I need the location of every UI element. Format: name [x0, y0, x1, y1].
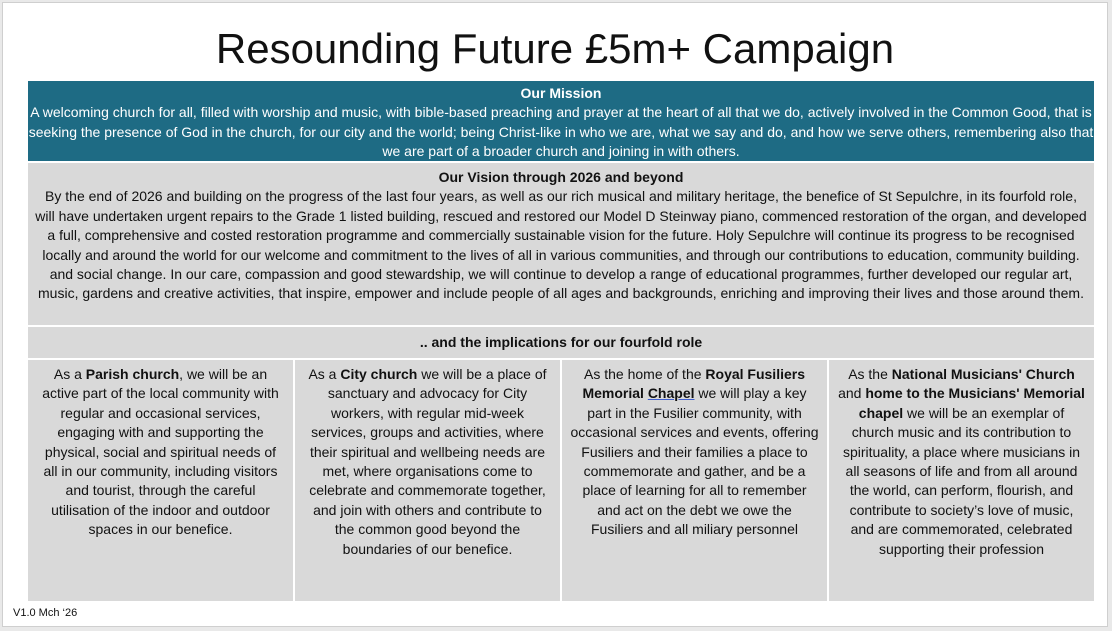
musicians-text-pre: As the [848, 366, 892, 382]
vision-heading: Our Vision through 2026 and beyond [438, 169, 684, 185]
city-church-label: City church [340, 366, 418, 382]
page-title: Resounding Future £5m+ Campaign [215, 25, 895, 72]
parish-church-column [28, 360, 293, 601]
implications-heading: .. and the implications for our fourfold role [28, 327, 1094, 358]
musicians-church-label: National Musicians' Church [891, 366, 1075, 382]
parish-text-post: , we will be an active part of the local community with regular and occasional services, engaging with and supporting the physical, social and spiritual needs of all in our community, including visitors and tourist, through the careful utilisation of the indoor and outdoor spaces in our benefice. [42, 366, 279, 538]
city-church-column [295, 360, 560, 601]
city-text-pre: As a [308, 366, 341, 382]
mission-panel [28, 81, 1094, 161]
vision-text: By the end of 2026 and building on the progress of the last four years, as well as our rich musical and military heritage, the benefice of St Sepulchre, in its fourfold role, will have undertaken urgent repairs to the Grade 1 listed building, rescued and restored our Model D Steinway piano, commenced restoration of the organ, and developed a full, comprehensive and costed restoration programme and commercially sustainable vision for the future. Holy Sepulchre will continue its progress to be recognised locally and around the world for our welcome and commitment to the lives of all in various communities, and through our contributions to education, community building. and social change. In our care, compassion and good stewardship, we will continue to develop a range of educational programmes, further developed our regular art, music, gardens and creative activities, that inspire, empower and include people of all ages and backgrounds, enriching and improving their lives and those around them. [35, 188, 1087, 302]
parish-church-label: Parish church [85, 366, 180, 382]
musicians-church-column [829, 360, 1094, 601]
mission-text: A welcoming church for all, filled with worship and music, with bible-based preaching and prayer at the heart of all that we do, actively involved in the Common Good, that is seeking the presence of God in the church, for our city and the world; being Christ-like in who we are, what we say and do, and how we serve others, remembering also that we are part of a broader church and joining in with others. [28, 104, 1094, 160]
musicians-text-post: we will be an exemplar of church music and its contribution to spirituality, a place where musicians in all seasons of life and from all around the world, can perform, flourish, and contribute to society’s love of music, and are commemorated, celebrated supporting their profession [842, 404, 1081, 557]
parish-text-pre: As a [53, 366, 86, 382]
musicians-text-mid: and [838, 385, 866, 402]
slide [2, 2, 1108, 627]
musicians-chapel-label: home to the Musicians' Memorial chapel [858, 385, 1085, 421]
version-label: V1.0 Mch ‘26 [13, 607, 78, 619]
fusiliers-text-pre: As the home of the [584, 366, 706, 382]
mission-heading: Our Mission [520, 85, 602, 101]
fourfold-role-columns [28, 360, 1094, 601]
vision-panel [28, 163, 1094, 325]
fusiliers-chapel-label: Chapel [647, 385, 695, 402]
fusiliers-text-post: we will play a key part in the Fusilier community, with occasional services and events, offering Fusiliers and their families a place to commemorate and gather, and be a place of learning for all to remember and act on the debt we owe the Fusiliers and all miliary personnel [570, 385, 819, 538]
fusiliers-label: Royal Fusiliers Memorial [582, 366, 805, 402]
city-text-post: we will be a place of sanctuary and advocacy for City workers, with regular mid-week services, groups and activities, where their spiritual and wellbeing needs are met, where organisations come to celebrate and commemorate together, and join with others and contribute to the common good beyond the boundaries of our benefice. [309, 366, 547, 557]
fusiliers-chapel-column [562, 360, 827, 601]
